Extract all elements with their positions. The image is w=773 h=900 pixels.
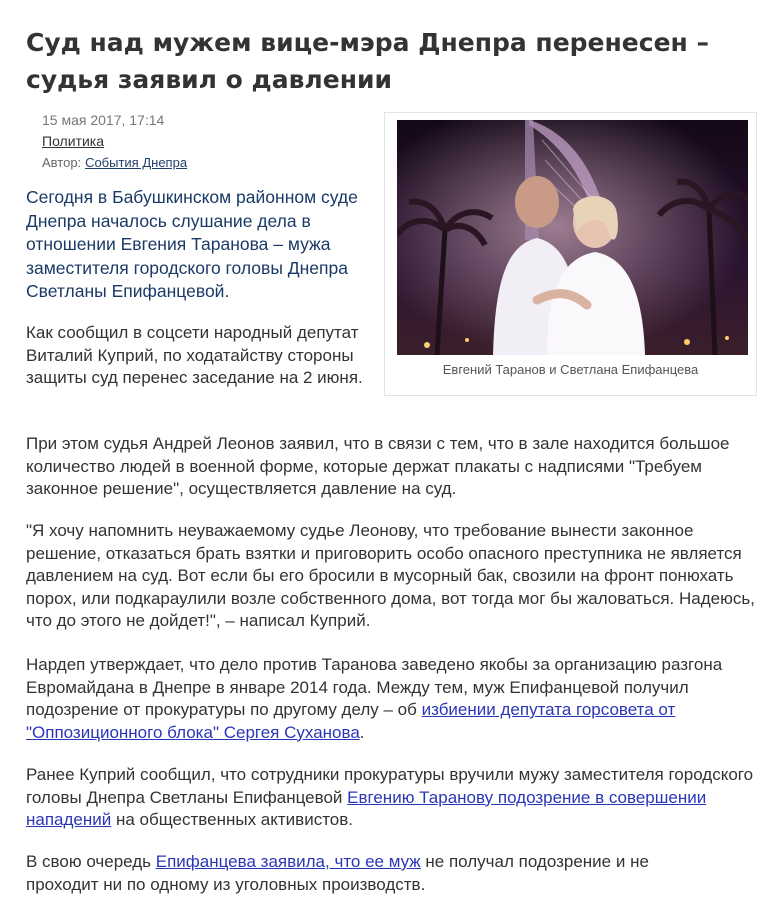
paragraph-2: При этом судья Андрей Леонов заявил, что в связи с тем, что в зале находится большое количество людей в военной форме, которые держат плакаты с надписями "Требуем законное решение", осуществляется давление на суд. bbox=[26, 434, 730, 498]
article-figure bbox=[384, 112, 757, 396]
paragraph-6 bbox=[26, 851, 726, 896]
paragraph-3: "Я хочу напомнить неуважаемому судье Леонову, что требование вынести законное решение, отказаться брать взятки и приговорить особо опасного преступника не является давлением на суд. Вот если бы его бросили в мусорный бак, свозили на фронт понюхать порох, или подкараулили возле собственного дома, вот тогда мог бы жаловаться. Надеюсь, что до этого не дойдет!", – написал Куприй. bbox=[26, 521, 755, 630]
link-suspicion-attacks[interactable]: Евгению Таранову подозрение в совершении нападений bbox=[26, 787, 707, 829]
paragraph-4-end: . bbox=[359, 722, 365, 742]
link-beating-deputy[interactable]: избиении депутата горсовета от "Оппозиционного блока" Сергея Суханова bbox=[26, 700, 676, 742]
lead-paragraph: Сегодня в Бабушкинском районном суде Днепра началось слушание дела в отношении Евгения Таранова – мужа заместителя городского головы Днепра Светланы Епифанцевой. bbox=[26, 187, 358, 301]
article-photo bbox=[397, 120, 748, 355]
article-title: Суд над мужем вице-мэра Днепра перенесен – судья заявил о давлении bbox=[26, 28, 709, 94]
paragraph-4 bbox=[26, 654, 766, 744]
article-meta bbox=[42, 110, 187, 173]
paragraph-4-text: Нардеп утверждает, что дело против Таранова заведено якобы за организацию разгона Евромайдана в Днепре в январе 2014 года. Между тем, муж Епифанцевой получил подозрение от прокуратуры по другому делу – об bbox=[26, 655, 723, 719]
paragraph-6-text: В свою очередь bbox=[26, 852, 156, 871]
link-epifantseva-statement[interactable]: Епифанцева заявила, что ее муж bbox=[155, 852, 421, 871]
image-caption: Евгений Таранов и Светлана Епифанцева bbox=[442, 362, 699, 377]
paragraph-5-text: Ранее Куприй сообщил, что сотрудники прокуратуры вручили мужу заместителя городского головы Днепра Светланы Епифанцевой bbox=[26, 765, 754, 807]
publish-date: 15 мая 2017, 17:14 bbox=[42, 112, 165, 128]
author-link[interactable]: События Днепра bbox=[85, 155, 188, 170]
author-label: Автор: bbox=[42, 155, 82, 170]
paragraph-5 bbox=[26, 764, 756, 832]
paragraph-6-end: не получал подозрение и не проходит ни по одному из уголовных производств. bbox=[26, 852, 649, 894]
paragraph-1: Как сообщил в соцсети народный депутат Виталий Куприй, по ходатайству стороны защиты суд перенес заседание на 2 июня. bbox=[26, 323, 363, 387]
category-link[interactable]: Политика bbox=[42, 133, 104, 149]
paragraph-5-end: на общественных активистов. bbox=[111, 810, 353, 829]
